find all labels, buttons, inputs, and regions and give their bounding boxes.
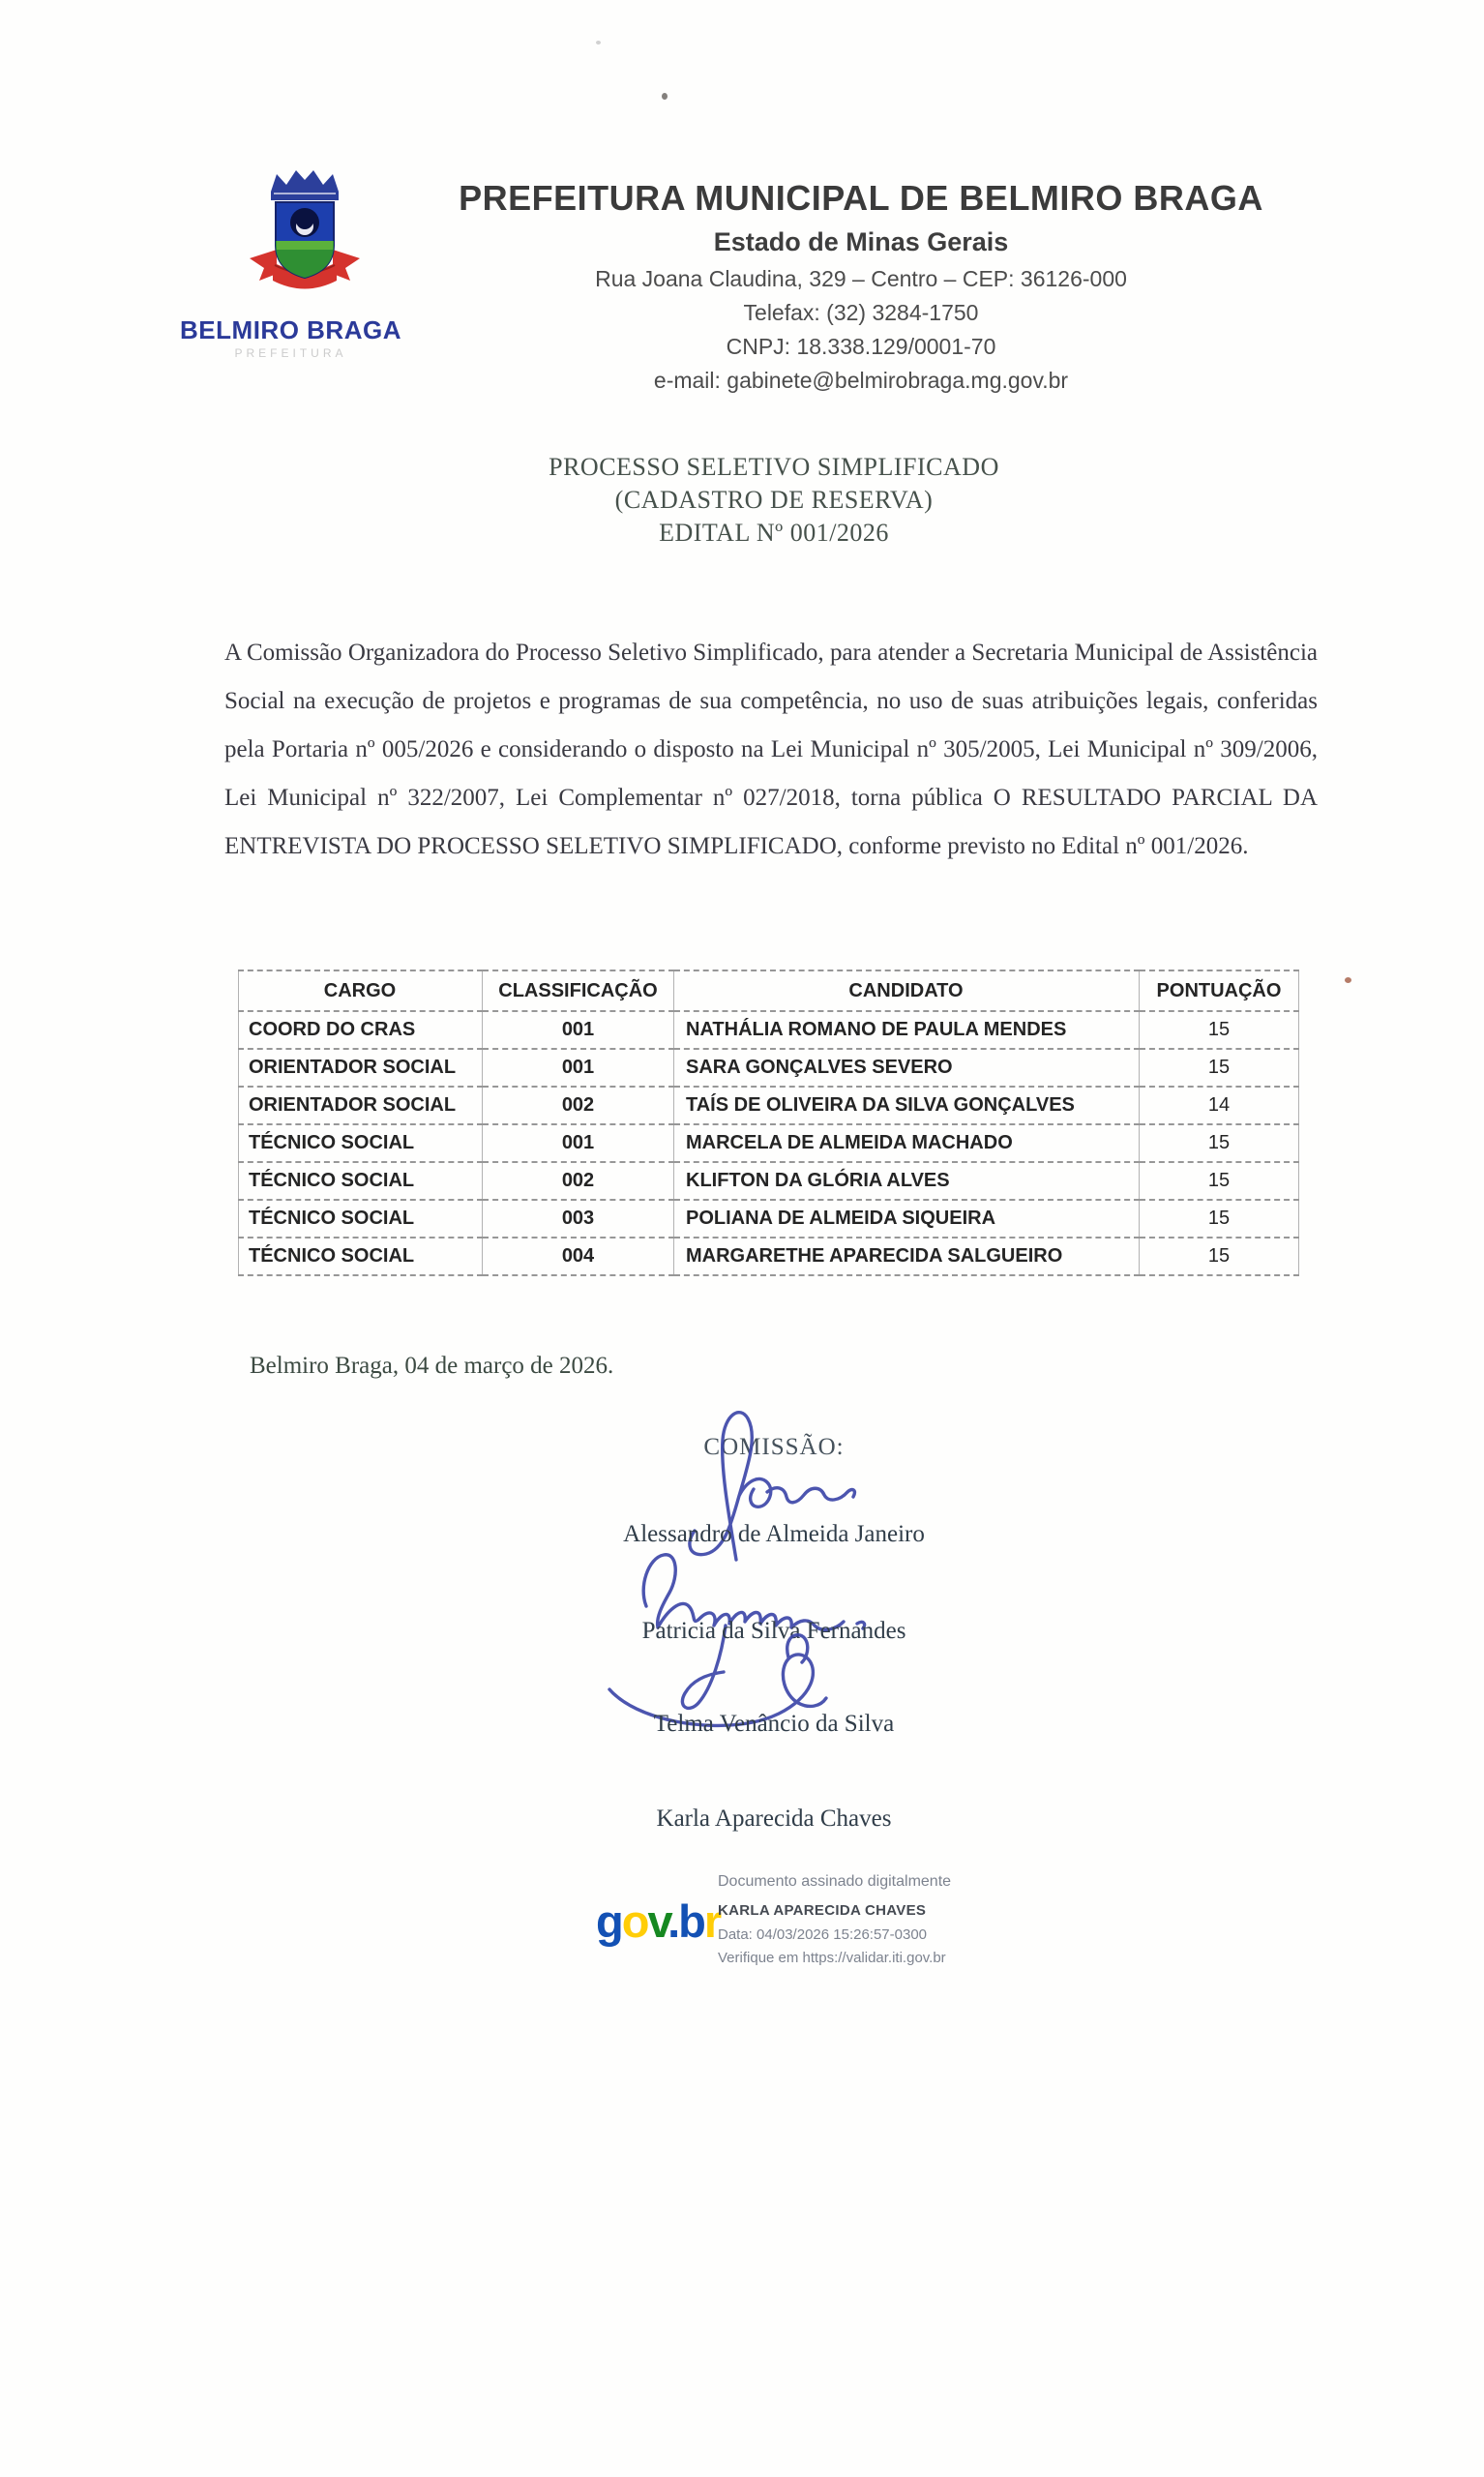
crest-caption: BELMIRO BRAGA — [180, 315, 401, 344]
state-name: Estado de Minas Gerais — [713, 227, 1009, 256]
classification-cell: 001 — [483, 1049, 674, 1087]
score-cell: 15 — [1140, 1238, 1299, 1275]
table-row — [239, 1162, 1299, 1200]
body-paragraph: A Comissão Organizadora do Processo Seletivo Simplificado, para atender a Secretaria Municipal de Assistência Social na execução de projetos e programas de sua competência, no uso de suas atribuições legais, conferidas pela Portaria nº 005/2026 e considerando o disposto na Lei Municipal nº 305/2005, Lei Municipal nº 309/2006, Lei Municipal nº 322/2007, Lei Complementar nº 027/2018, torna pública O RESULTADO PARCIAL DA ENTREVISTA DO PROCESSO SELETIVO SIMPLIFICADO, conforme previsto no Edital nº 001/2026. — [224, 640, 1318, 859]
candidate-cell: NATHÁLIA ROMANO DE PAULA MENDES — [674, 1011, 1140, 1049]
signatory-name: Telma Venâncio da Silva — [653, 1711, 895, 1737]
candidate-cell: KLIFTON DA GLÓRIA ALVES — [674, 1162, 1140, 1200]
digital-signature-verify-url: Verifique em https://validar.iti.gov.br — [718, 1950, 946, 1966]
cargo-cell: TÉCNICO SOCIAL — [239, 1238, 483, 1275]
candidate-cell: POLIANA DE ALMEIDA SIQUEIRA — [674, 1200, 1140, 1238]
org-name: PREFEITURA MUNICIPAL DE BELMIRO BRAGA — [459, 178, 1263, 218]
signatory-name: Alessandro de Almeida Janeiro — [623, 1521, 925, 1547]
cnpj-line: CNPJ: 18.338.129/0001-70 — [726, 334, 996, 359]
classification-cell: 001 — [483, 1011, 674, 1049]
document-title — [387, 451, 1161, 550]
classification-cell: 001 — [483, 1124, 674, 1162]
candidate-cell: MARGARETHE APARECIDA SALGUEIRO — [674, 1238, 1140, 1275]
govbr-letter: b — [678, 1895, 704, 1947]
govbr-letter: . — [668, 1895, 679, 1947]
govbr-logo — [596, 1895, 720, 1948]
candidate-cell: TAÍS DE OLIVEIRA DA SILVA GONÇALVES — [674, 1087, 1140, 1124]
table-row — [239, 1200, 1299, 1238]
letterhead — [406, 178, 1316, 398]
doc-title-line-2: (CADASTRO DE RESERVA) — [614, 486, 934, 514]
candidate-cell: SARA GONÇALVES SEVERO — [674, 1049, 1140, 1087]
classification-cell: 003 — [483, 1200, 674, 1238]
scan-artifact-dot — [662, 93, 668, 100]
doc-title-line-3: EDITAL Nº 001/2026 — [659, 519, 889, 547]
classification-cell: 004 — [483, 1238, 674, 1275]
score-cell: 15 — [1140, 1049, 1299, 1087]
email-line: e-mail: gabinete@belmirobraga.mg.gov.br — [653, 368, 1069, 393]
cargo-cell: TÉCNICO SOCIAL — [239, 1200, 483, 1238]
digital-signature-date: Data: 04/03/2026 15:26:57-0300 — [718, 1926, 928, 1943]
header-pontuacao: PONTUAÇÃO — [1140, 970, 1299, 1011]
score-cell: 14 — [1140, 1087, 1299, 1124]
classification-cell: 002 — [483, 1162, 674, 1200]
govbr-letter: v — [647, 1895, 668, 1947]
coat-of-arms-icon — [232, 164, 377, 313]
commission-label: COMISSÃO: — [703, 1434, 845, 1460]
score-cell: 15 — [1140, 1162, 1299, 1200]
header-cargo: CARGO — [239, 970, 483, 1011]
crest-subcaption: PREFEITURA — [234, 346, 347, 360]
score-cell: 15 — [1140, 1200, 1299, 1238]
table-row — [239, 1049, 1299, 1087]
signatory-name: Patricia da Silva Fernandes — [641, 1618, 906, 1644]
digital-signature-note: Documento assinado digitalmente — [718, 1873, 952, 1890]
doc-title-line-1: PROCESSO SELETIVO SIMPLIFICADO — [549, 453, 999, 481]
table-row — [239, 1011, 1299, 1049]
candidate-cell: MARCELA DE ALMEIDA MACHADO — [674, 1124, 1140, 1162]
header-candidato: CANDIDATO — [674, 970, 1140, 1011]
cargo-cell: COORD DO CRAS — [239, 1011, 483, 1049]
table-row — [239, 1124, 1299, 1162]
digital-signer-name: KARLA APARECIDA CHAVES — [718, 1902, 927, 1919]
govbr-letter: g — [596, 1895, 622, 1947]
govbr-letter: r — [703, 1895, 721, 1947]
scan-artifact-dot — [596, 41, 601, 45]
cargo-cell: TÉCNICO SOCIAL — [239, 1162, 483, 1200]
score-cell: 15 — [1140, 1011, 1299, 1049]
address-line: Rua Joana Claudina, 329 – Centro – CEP: 36126-000 — [595, 266, 1127, 291]
table-row — [239, 1238, 1299, 1275]
cargo-cell: TÉCNICO SOCIAL — [239, 1124, 483, 1162]
municipal-crest-logo — [232, 164, 377, 313]
signatory-name: Karla Aparecida Chaves — [656, 1806, 892, 1832]
header-classificacao: CLASSIFICAÇÃO — [483, 970, 674, 1011]
table-header-row — [239, 970, 1299, 1011]
scan-artifact-dot — [1345, 977, 1351, 983]
table-row — [239, 1087, 1299, 1124]
score-cell: 15 — [1140, 1124, 1299, 1162]
classification-cell: 002 — [483, 1087, 674, 1124]
results-table — [238, 970, 1299, 1276]
telefax-line: Telefax: (32) 3284-1750 — [743, 300, 979, 325]
date-line: Belmiro Braga, 04 de março de 2026. — [250, 1353, 614, 1379]
cargo-cell: ORIENTADOR SOCIAL — [239, 1087, 483, 1124]
govbr-letter: o — [621, 1895, 648, 1947]
cargo-cell: ORIENTADOR SOCIAL — [239, 1049, 483, 1087]
